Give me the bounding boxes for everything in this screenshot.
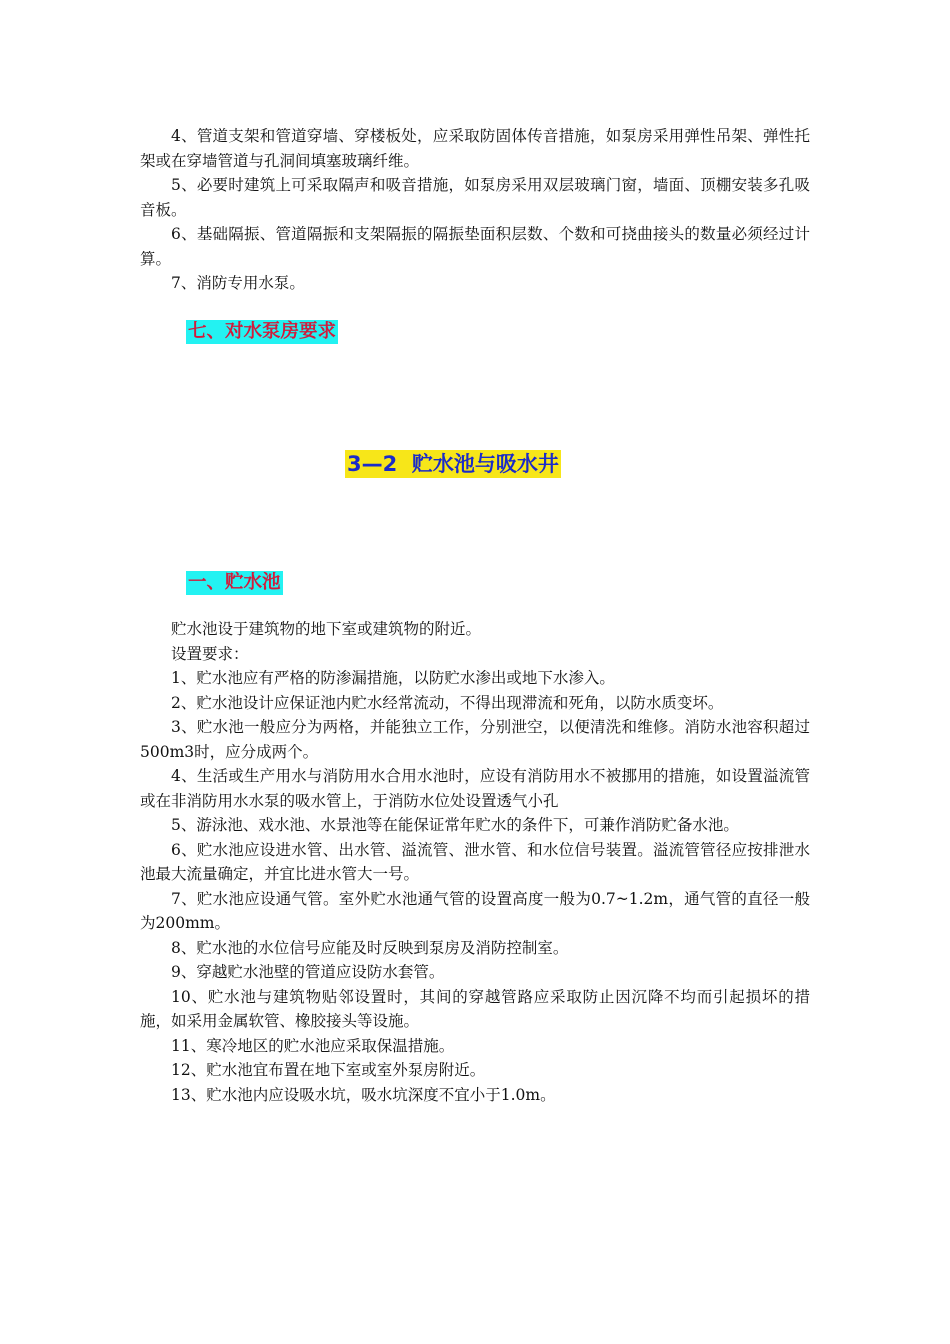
requirements-label: 设置要求： <box>171 644 249 663</box>
requirement-item-7: 7、贮水池应设通气管。室外贮水池通气管的设置高度一般为0.7~1.2m，通气管的直径一般为200mm。 <box>140 889 810 932</box>
requirement-item-3: 3、贮水池一般应分为两格，并能独立工作，分别泄空，以便清洗和维修。消防水池容积超过500m3时，应分成两个。 <box>140 718 810 761</box>
requirement-item-13: 13、贮水池内应设吸水坑，吸水坑深度不宜小于1.0m。 <box>171 1085 556 1104</box>
requirement-item-8: 8、贮水池的水位信号应能及时反映到泵房及消防控制室。 <box>171 938 569 957</box>
requirement-item-12: 12、贮水池宜布置在地下室或室外泵房附近。 <box>171 1061 486 1079</box>
requirement-item-4: 4、生活或生产用水与消防用水合用水池时，应设有消防用水不被挪用的措施，如设置溢流管或在非消防用水水泵的吸水管上，于消防水位处设置透气小孔 <box>140 767 810 810</box>
reservoir-requirements-list <box>140 617 810 1107</box>
paragraph-item-5: 5、必要时建筑上可采取隔声和吸音措施，如泵房采用双层玻璃门窗，墙面、顶棚安装多孔吸音板。 <box>140 176 810 219</box>
requirement-item-9: 9、穿越贮水池壁的管道应设防水套管。 <box>171 963 445 981</box>
reservoir-intro: 贮水池设于建筑物的地下室或建筑物的附近。 <box>171 620 482 638</box>
heading-reservoir: 一、贮水池 <box>188 572 281 593</box>
requirement-item-6: 6、贮水池应设进水管、出水管、溢流管、泄水管、和水位信号装置。溢流管管径应按排泄水池最大流量确定，并宜比进水管大一号。 <box>140 840 810 883</box>
requirement-item-2: 2、贮水池设计应保证池内贮水经常流动，不得出现滞流和死角，以防水质变坏。 <box>171 693 724 712</box>
requirement-item-10: 10、贮水池与建筑物贴邻设置时，其间的穿越管路应采取防止因沉降不均而引起损坏的措施，如采用金属软管、橡胶接头等设施。 <box>140 987 810 1030</box>
section-title: 3—2 贮水池与吸水井 <box>347 452 559 476</box>
heading-pump-room-requirements: 七、对水泵房要求 <box>188 321 337 342</box>
paragraph-item-6: 6、基础隔振、管道隔振和支架隔振的隔振垫面积层数、个数和可挠曲接头的数量必须经过计算。 <box>140 225 810 268</box>
pump-room-measures-list <box>140 124 810 296</box>
requirement-item-5: 5、游泳池、戏水池、水景池等在能保证常年贮水的条件下，可兼作消防贮备水池。 <box>171 816 739 834</box>
paragraph-item-4: 4、管道支架和管道穿墙、穿楼板处，应采取防固体传音措施，如泵房采用弹性吊架、弹性托架或在穿墙管道与孔洞间填塞玻璃纤维。 <box>140 127 810 170</box>
paragraph-item-7: 7、消防专用水泵。 <box>171 274 305 292</box>
requirement-item-1: 1、贮水池应有严格的防渗漏措施，以防贮水渗出或地下水渗入。 <box>171 669 615 687</box>
requirement-item-11: 11、寒冷地区的贮水池应采取保温措施。 <box>171 1036 455 1055</box>
